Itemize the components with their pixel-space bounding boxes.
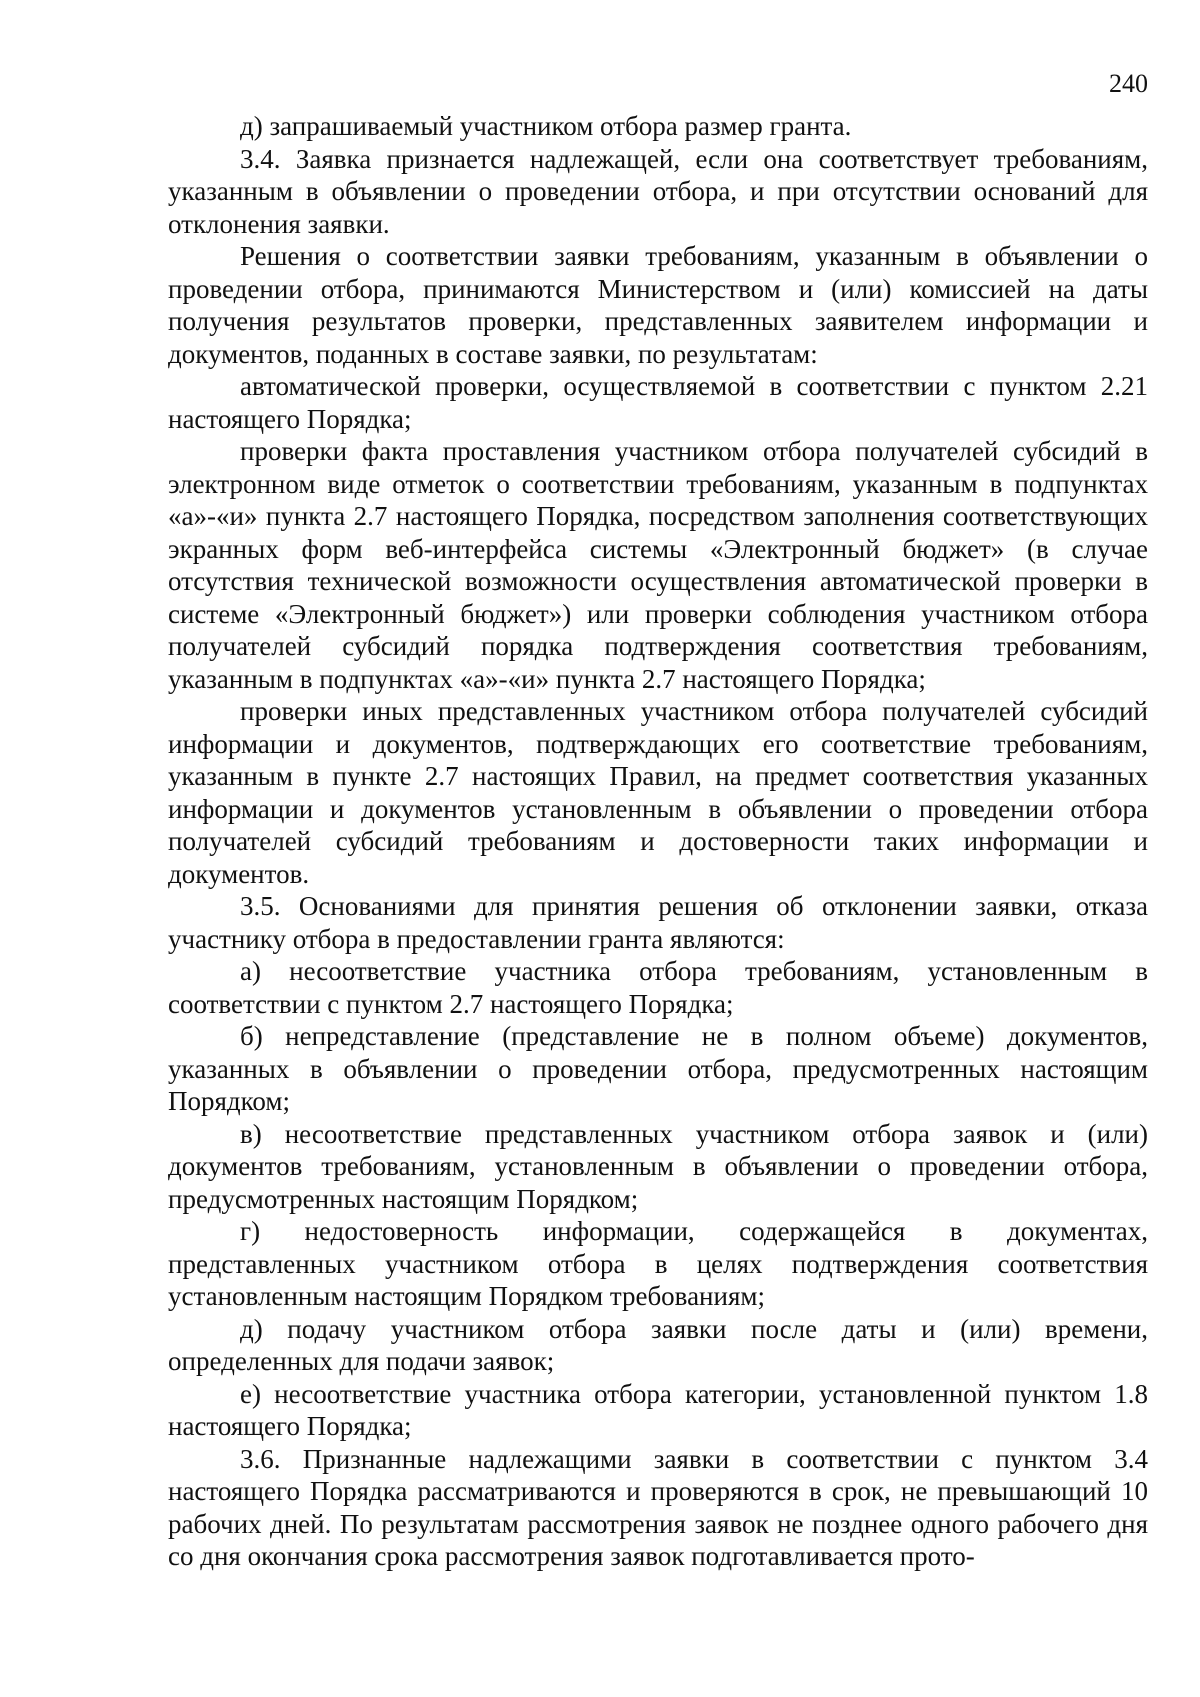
paragraph-item-d: д) подачу участником отбора заявки после даты и (или) времени, определенных для подачи заявок;: [168, 1313, 1148, 1376]
paragraph-item-b: б) непредставление (представление не в полном объеме) документов, указанных в объявлении о проведении отбора, предусмотренных настоящим Порядком;: [168, 1021, 1148, 1116]
paragraph-check-other-docs: проверки иных представленных участником отбора получателей субсидий информации и документов, подтверждающих его соответствие требованиям, указанным в пункте 2.7 настоящих Правил, на предмет соответствия указанных информации и документов установленным в объявлении о проведении отбора получателей субсидий требованиям и достоверности таких информации и документов.: [168, 696, 1148, 889]
paragraph-decisions: Решения о соответствии заявки требованиям, указанным в объявлении о проведении отбора, принимаются Министерством и (или) комиссией на даты получения результатов проверки, представленных заявителем информации и документов, поданных в составе заявки, по результатам:: [168, 241, 1148, 369]
paragraph-3-4: 3.4. Заявка признается надлежащей, если она соответствует требованиям, указанным в объявлении о проведении отбора, и при отсутствии оснований для отклонения заявки.: [168, 143, 1148, 239]
paragraph-item-g: г) недостоверность информации, содержащейся в документах, представленных участником отбора в целях подтверждения соответствия установленным настоящим Порядком требованиям;: [168, 1216, 1148, 1311]
paragraph-3-6: 3.6. Признанные надлежащими заявки в соответствии с пунктом 3.4 настоящего Порядка рассматриваются и проверяются в срок, не превышающий 10 рабочих дней. По результатам рассмотрения заявок не позднее одного рабочего дня со дня окончания срока рассмотрения заявок подготавливается прото-: [168, 1443, 1148, 1571]
paragraph-item-v: в) несоответствие представленных участником отбора заявок и (или) документов требованиям, установленным в объявлении о проведении отбора, предусмотренных настоящим Порядком;: [168, 1118, 1148, 1214]
paragraph-check-marks: проверки факта проставления участником отбора получателей субсидий в электронном виде отметок о соответствии требованиям, указанным в подпунктах «а»-«и» пункта 2.7 настоящего Порядка, посредством заполнения соответствующих экранных форм веб-интерфейса системы «Электронный бюджет» (в случае отсутствия технической возможности осуществления автоматической проверки в системе «Электронный бюджет») или проверки соблюдения участником отбора получателей субсидий порядка подтверждения соответствия требованиям, указанным в подпунктах «а»-«и» пункта 2.7 настоящего Порядка;: [168, 436, 1148, 694]
paragraph-3-5: 3.5. Основаниями для принятия решения об отклонении заявки, отказа участнику отбора в предоставлении гранта являются:: [168, 891, 1148, 954]
paragraph-automatic-check: автоматической проверки, осуществляемой в соответствии с пунктом 2.21 настоящего Порядка;: [168, 371, 1148, 434]
document-body: [168, 110, 1148, 1573]
paragraph-item-a: а) несоответствие участника отбора требованиям, установленным в соответствии с пунктом 2.7 настоящего Порядка;: [168, 956, 1148, 1019]
paragraph-item-e: е) несоответствие участника отбора категории, установленной пунктом 1.8 настоящего Порядка;: [168, 1378, 1148, 1441]
page-number: 240: [1109, 69, 1148, 98]
paragraph-item-d-grant-size: д) запрашиваемый участником отбора размер гранта.: [240, 111, 852, 141]
